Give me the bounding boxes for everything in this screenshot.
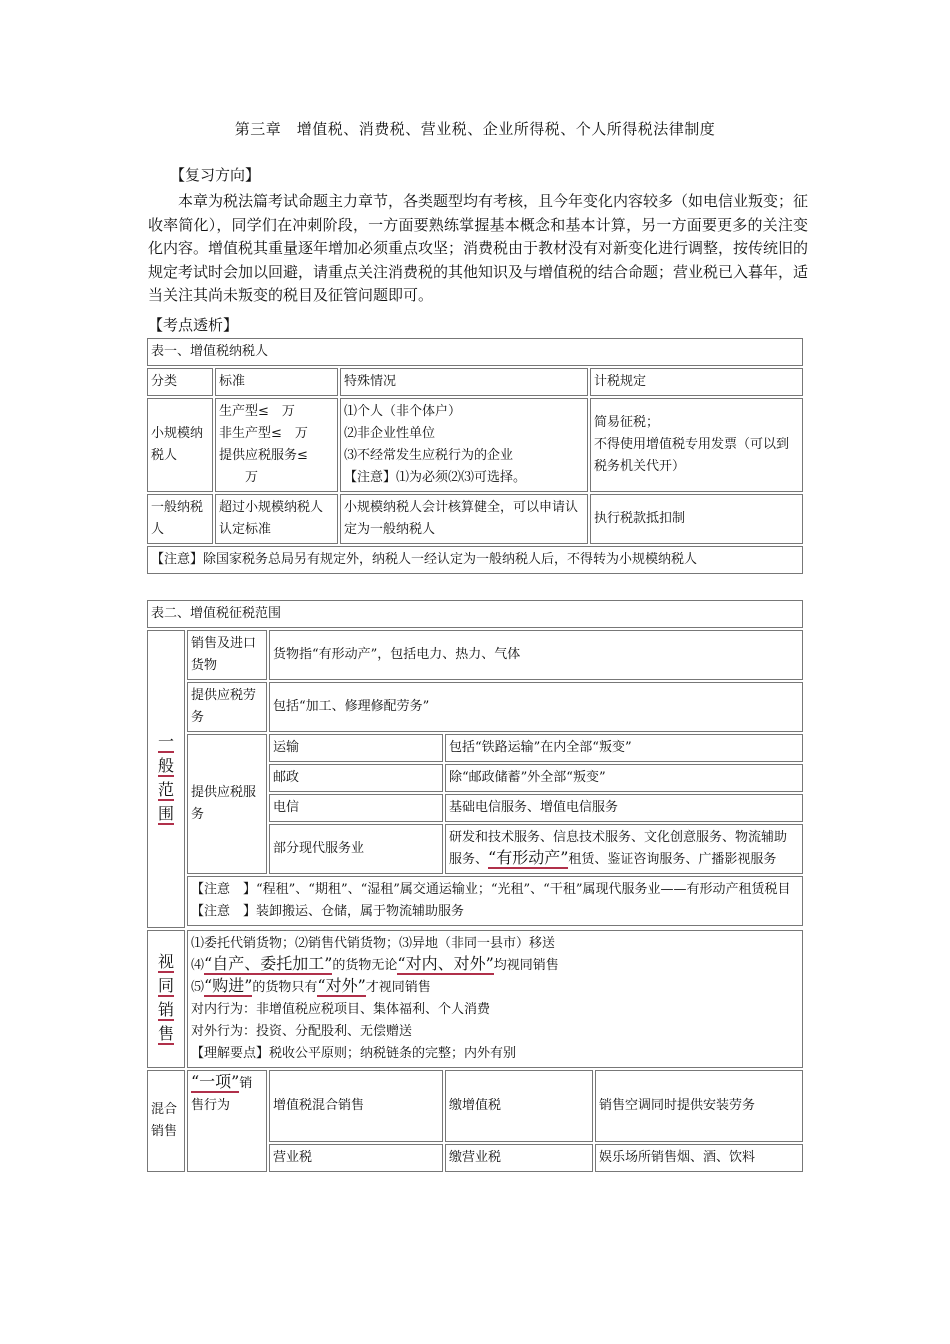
service-desc-postal: 除“邮政储蓄”外全部“叛变” — [445, 764, 803, 792]
review-paragraph: 本章为税法篇考试命题主力章节，各类题型均有考核，且今年变化内容较多（如电信业叛变；征收率简化），同学们在冲刺阶段，一方面要熟练掌握基本概念和基本计算，另一方面要更多的关注变化内容。增值税其重量逐年增加必须重点攻坚；消费税由于教材没有对新变化进行调整，按传统旧的规定考试时会加以回避，请重点关注消费税的其他知识及与增值税的结合命题；营业税已入暮年，适当关注其尚未叛变的税目及征管问题即可。 — [148, 192, 809, 304]
mixed-type-business: 营业税 — [269, 1144, 443, 1172]
general-scope-label: 一般范围 — [147, 630, 185, 928]
header-special: 特殊情况 — [340, 368, 588, 396]
chapter-title: 第三章 增值税、消费税、营业税、企业所得税、个人所得税法律制度 — [234, 120, 716, 138]
deemed-sale-label: 视同销售 — [147, 930, 185, 1068]
mixed-type-vat: 增值税混合销售 — [269, 1070, 443, 1142]
service-name-transport: 运输 — [269, 734, 443, 762]
header-standard: 标准 — [215, 368, 338, 396]
mixed-tax-vat: 缴增值税 — [445, 1070, 593, 1142]
review-heading: 【复习方向】 — [170, 166, 261, 184]
mixed-sale-act: “一项”销售行为 — [187, 1070, 267, 1172]
points-heading: 【考点透析】 — [148, 316, 239, 334]
scope-table — [145, 598, 805, 1174]
service-desc-transport: 包括“铁路运输”在内全部“叛变” — [445, 734, 803, 762]
scope-notes: 【注意 】“程租”、“期租”、“湿租”属交通运输业；“光租”、“干租”属现代服务业——有形动产租赁税目 【注意 】装卸搬运、仓储，属于物流辅助服务 — [187, 876, 803, 926]
general-taxpayer-standard: 超过小规模纳税人认定标准 — [215, 494, 338, 544]
mixed-tax-business: 缴营业税 — [445, 1144, 593, 1172]
labor-label: 提供应税劳务 — [187, 682, 267, 732]
table1-caption: 表一、增值税纳税人 — [147, 338, 803, 366]
general-taxpayer-rule: 执行税款抵扣制 — [590, 494, 803, 544]
small-taxpayer-category: 小规模纳税人 — [147, 398, 213, 492]
service-name-modern: 部分现代服务业 — [269, 824, 443, 874]
service-desc-modern: 研发和技术服务、信息技术服务、文化创意服务、物流辅助服务、“有形动产”租赁、鉴证咨询服务、广播影视服务 — [445, 824, 803, 874]
service-name-postal: 邮政 — [269, 764, 443, 792]
deemed-sale-content: ⑴委托代销货物；⑵销售代销货物；⑶异地（非同一县市）移送 ⑷“自产、委托加工”的货物无论“对内、对外”均视同销售 ⑸“购进”的货物只有“对外”才视同销售 对内行为：非增值税应税项目、集体福利、个人消费 对外行为：投资、分配股利、无偿赠送 【理解要点】税收公平原则；纳税链条的完整；内外有别 — [187, 930, 803, 1068]
small-taxpayer-special: ⑴个人（非个体户） ⑵非企业性单位 ⑶不经常发生应税行为的企业 【注意】⑴为必须⑵⑶可选择。 — [340, 398, 588, 492]
goods-desc: 货物指“有形动产”，包括电力、热力、气体 — [269, 630, 803, 680]
small-taxpayer-rule: 简易征税； 不得使用增值税专用发票（可以到税务机关代开） — [590, 398, 803, 492]
service-name-telecom: 电信 — [269, 794, 443, 822]
mixed-example-business: 娱乐场所销售烟、酒、饮料 — [595, 1144, 803, 1172]
table1-note: 【注意】除国家税务总局另有规定外，纳税人一经认定为一般纳税人后，不得转为小规模纳税人 — [147, 546, 803, 574]
goods-label: 销售及进口货物 — [187, 630, 267, 680]
header-rule: 计税规定 — [590, 368, 803, 396]
small-taxpayer-standard: 生产型≤ 万 非生产型≤ 万 提供应税服务≤ 万 — [215, 398, 338, 492]
general-taxpayer-category: 一般纳税人 — [147, 494, 213, 544]
mixed-sale-label: 混合销售 — [147, 1070, 185, 1172]
general-taxpayer-special: 小规模纳税人会计核算健全，可以申请认定为一般纳税人 — [340, 494, 588, 544]
table2-caption: 表二、增值税征税范围 — [147, 600, 803, 628]
service-label: 提供应税服务 — [187, 734, 267, 874]
header-category: 分类 — [147, 368, 213, 396]
labor-desc: 包括“加工、修理修配劳务” — [269, 682, 803, 732]
mixed-example-vat: 销售空调同时提供安装劳务 — [595, 1070, 803, 1142]
service-desc-telecom: 基础电信服务、增值电信服务 — [445, 794, 803, 822]
taxpayer-table — [145, 336, 805, 576]
